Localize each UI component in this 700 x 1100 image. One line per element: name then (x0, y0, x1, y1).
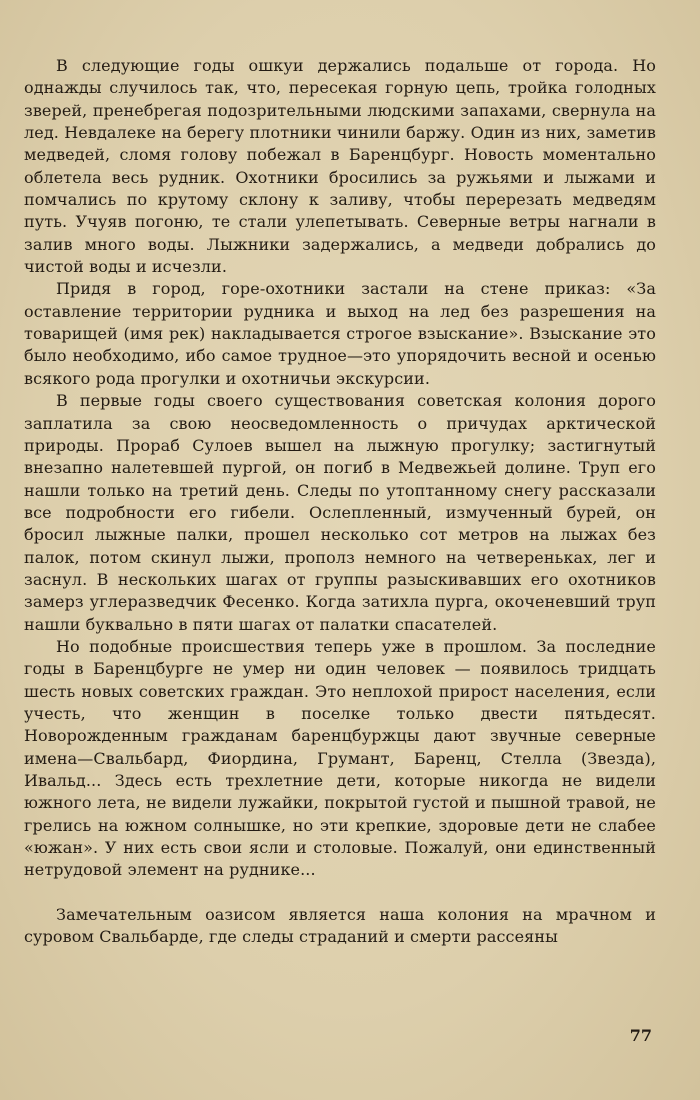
paragraph-4: Но подобные происшествия теперь уже в прошлом. За последние годы в Баренцбурге не умер ни один человек — появилось тридцать шесть новых советских граждан. Это неплохой прирост населения, если учесть, что женщин в поселке только двести пятьдесят. Новорожденным гражданам баренцбуржцы дают звучные северные имена—Свальбард, Фиордина, Грумант, Баренц, Стелла (Звезда), Ивальд... Здесь есть трехлетние дети, которые никогда не видели южного лета, не видели лужайки, покрытой густой и пышной травой, не грелись на южном солнышке, но эти крепкие, здоровые дети не слабее «южан». У них есть свои ясли и столовые. Пожалуй, они единственный нетрудовой элемент на руднике... (24, 636, 656, 880)
page-number: 77 (629, 1026, 652, 1045)
section-gap (24, 882, 656, 904)
paragraph-2: Придя в город, горе-охотники застали на стене приказ: «За оставление территории рудника и выход на лед без разрешения на товарищей (имя рек) накладывается строгое взыскание». Взыскание это было необходимо, ибо самое трудное—это упорядочить весной и осенью всякого рода прогулки и охотничьи экскурсии. (24, 279, 656, 388)
page-text (24, 55, 656, 948)
paragraph-3: В первые годы своего существования советская колония дорого заплатила за свою неосведомленность о причудах арктической природы. Прораб Сулоев вышел на лыжную прогулку; застигнутый внезапно налетевшей пургой, он погиб в Медвежьей долине. Труп его нашли только на третий день. Следы по утоптанному снегу рассказали все подробности его гибели. Ослепленный, измученный бурей, он бросил лыжные палки, прошел несколько сот метров на лыжах без палок, потом скинул лыжи, прополз немного на четвереньках, лег и заснул. В нескольких шагах от группы разыскивавших его охотников замерз углеразведчик Фесенко. Когда затихла пурга, окоченевший труп нашли буквально в пяти шагах от палатки спасателей. (24, 391, 656, 634)
paragraph-5: Замечательным оазисом является наша колония на мрачном и суровом Свальбарде, где следы страданий и смерти рассеяны (24, 904, 656, 947)
paragraph-1: В следующие годы ошкуи держались подальше от города. Но однажды случилось так, что, пересекая горную цепь, тройка голодных зверей, пренебрегая подозрительными людскими запахами, свернула на лед. Невдалеке на берегу плотники чинили баржу. Один из них, заметив медведей, сломя голову побежал в Баренцбург. Новость моментально облетела весь рудник. Охотники бросились за ружьями и лыжами и помчались по крутому склону к заливу, чтобы перерезать медведям путь. Учуяв погоню, те стали улепетывать. Северные ветры нагнали в залив много воды. Лыжники задержались, а медведи добрались до чистой воды и исчезли. (24, 56, 656, 277)
